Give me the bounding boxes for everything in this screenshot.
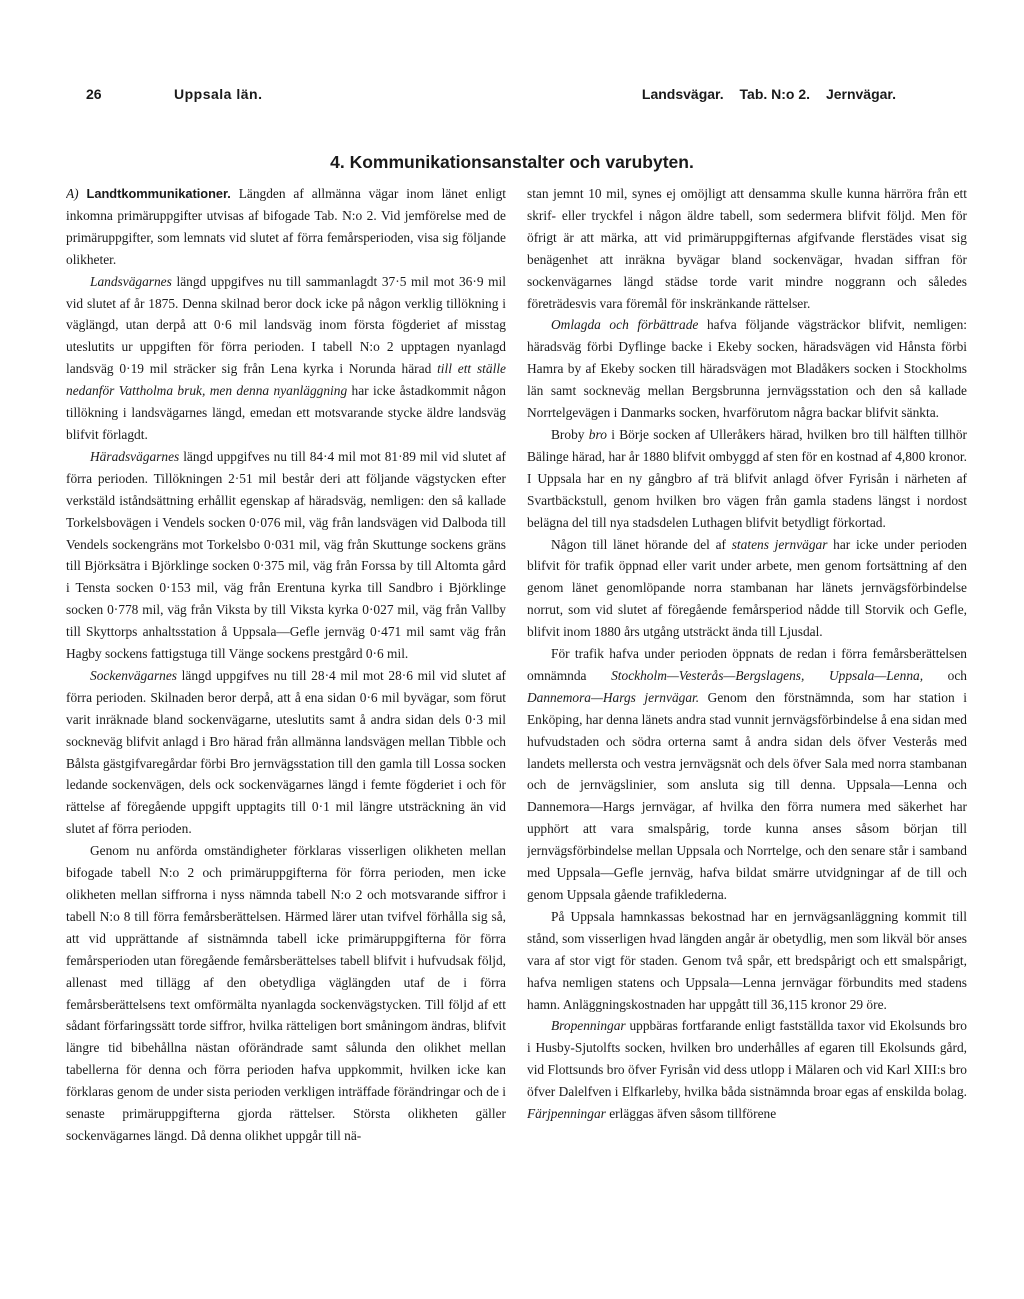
paragraph-enskilda-jernvagar: För trafik hafva under perioden öppnats de redan i förra femårsberättelsen omnämnda Stockholm—Vesterås—Bergslagens, Uppsala—Lenna, och Dannemora—Hargs jernvägar. Genom den förstnämnda, som har station i Enköping, har denna länets andra stad vunnit jernvägsförbindelse å ena sidan med hufvudstaden och södra orterna samt å andra sidan dels öfver Vesterås med landets mellersta och vestra jernvägsnät och dels öfver Sala med norra stambanan och de jernvägslinier, som ansluta sig till denna. Uppsala—Lenna och Dannemora—Hargs jernvägar, af hvilka den förra numera med säkerhet har upphört att vara smalspårig, torde kunna anses såsom början till jernvägsförbindelse mellan Uppsala och Norrtelge, och den senare står i samband med Uppsala—Gefle jernväg, hafva bildat smärre utvidgningar af de till och genom Uppsala gående trafiklederna. xyxy=(527,646,967,902)
header-table-ref: Tab. N:o 2. xyxy=(739,86,811,102)
paragraph-bropenningar: Bropenningar uppbäras fortfarande enligt fastställda taxor vid Ekolsunds bro i Husby-Sjutolfts socken, hvilken bro underhålles af egaren till Ekolsunds gård, vid Flottsunds bro öfver Fyrisån vid dess utlopp i Mälaren och vid Karl XIII:s bro öfver Dalelfven i Elfkarleby, hvilka båda sistnämnda broar egas af enskilda bolag. Färjpenningar erläggas äfven såsom tillförene xyxy=(527,1018,967,1122)
paragraph-hamnbana: På Uppsala hamnkassas bekostnad har en jernvägsanläggning kommit till stånd, som visserligen hvad längden angår är obetydlig, men som likväl bör anses vara af stor vigt för staden. Genom två spår, ett bredspårigt och ett smalspårigt, hafva nemligen statens och Uppsala—Lenna jernvägar förbundits med stadens hamn. Anläggningskostnaden har uppgått till 36,115 kronor 29 öre. xyxy=(527,908,967,1012)
paragraph-broar: Broby bro i Börje socken af Ulleråkers härad, hvilken bro till hälften tillhör Bälinge härad, har år 1880 blifvit ombyggd af sten för en kostnad af 4,800 kronor. I Uppsala har en ny gångbro af trä blifvit anlagd öfver Fyrisån i närheten af Svartbäckstull, genom hvilken bro vägen från gamla stadens längst i nordost belägna del till nya stadsdelen Luthagen blifvit betydligt förkortad. xyxy=(527,426,967,530)
paragraph-sockenvagar: Sockenvägarnes längd uppgifves nu till 28·4 mil mot 28·6 mil vid slutet af förra perioden. Skilnaden beror derpå, att å ena sidan 0·6 mil byvägar, som förut varit inräknade bland sockenvägarne, uteslutits samt å andra sidan dels 0·3 mil sockneväg blifvit anlagd i Bro härad från allmänna landsvägen mellan Tibble och Bålsta gästgifvaregårdar förbi Bro jernvägsstation till den gamla till Lossa socken ledande sockenvägen, dels ock sockenvägarnes längd i femte fögderiet i och för rättelse af föregående uppgift upptagits till 0·1 mil längre utsträckning än vid slutet af förra perioden. xyxy=(66,667,506,837)
left-column xyxy=(66,183,506,1273)
running-header xyxy=(86,86,896,110)
paragraph-landsvagar: Landsvägarnes längd uppgifves nu till sammanlagdt 37·5 mil mot 36·9 mil vid slutet af år 1875. Denna skilnad beror dock icke på någon verklig tillökning i väglängd, utan derpå att 0·6 mil landsväg inom första fögderiet af misstag uteslutits ur uppgiften för förra perioden. I tabell N:o 2 upptagen nyanlagd landsväg 0·19 mil sträcker sig från Lena kyrka i Norunda härad till ett ställe nedanför Vattholma bruk, men denna nyanläggning har icke åstadkommit någon tillökning i landsvägarnes längd, emedan ett motsvarande stycke äldre landsväg blifvit förlagdt. xyxy=(66,273,506,442)
page-number: 26 xyxy=(86,86,102,102)
running-header-right xyxy=(630,86,896,102)
paragraph-landtkommunikationer: A) Landtkommunikationer. Längden af allmänna vägar inom länet enligt inkomna primäruppgifter utvisas af bifogade Tab. N:o 2. Vid jemförelse med de primäruppgifter, som lemnats vid slutet af förra femårsperioden, visa sig följande olikheter. xyxy=(66,186,506,267)
header-topic: Jernvägar. xyxy=(825,86,896,102)
paragraph-statens-jernvagar: Någon till länet hörande del af statens jernvägar har icke under perioden blifvit för trafik öppnad eller varit under arbete, men genom fortsättning af den genom länet genomlöpande norra stambanan har länets jernvägsförbindelse norrut, som vid slutet af föregående femårsperiod nådde till Storvik och Gefle, blifvit inom 1880 års utgång utsträckt ända till Ljusdal. xyxy=(527,536,967,640)
paragraph-continuation: stan jemnt 10 mil, synes ej omöjligt att densamma skulle kunna härröra från ett skrif- eller tryckfel i någon äldre tabell, som sedermera blifvit följd. Men för öfrigt är att märka, att vid primäruppgifternas afgifvande flerstädes visat sig benägenhet att inräkna byvägar bland sockenvägar, hvadan siffran för sockenvägarnes längd städse torde varit mindre noggrann och således företrädesvis vara föremål för inskränkande rättelser. xyxy=(527,186,967,311)
header-section: Landsvägar. xyxy=(641,86,724,102)
paragraph-haradsvagar: Häradsvägarnes längd uppgifves nu till 84·4 mil mot 81·89 mil vid slutet af förra perioden. Tillökningen 2·51 mil består deri att följande vägstycken efter verkstäld iståndsättning erhållit egenskap af häradsväg, nemligen: den så kallade Torkelsbovägen i Vendels socken 0·076 mil, väg från landsvägen vid Dalboda till Vendels sockengräns mot Torkelsbo 0·031 mil, väg från Skuttunge sockens gräns till Björksätra i Björklinge socken 0·375 mil, väg från Forssa by till Altomta gård i Tensta socken 0·153 mil, väg från Erentuna kyrka till Sandbro i Björklinge socken 0·778 mil, väg från Viksta by till Viksta kyrka 0·027 mil, väg från Vallby till Skyttorps anhaltsstation å Uppsala—Gefle jernväg 0·471 mil samt väg från Hagby sockens fattigstuga till Vänge sockens prestgård 0·6 mil. xyxy=(66,448,506,662)
right-column xyxy=(527,183,967,1273)
subsection-heading: Landtkommunikationer. xyxy=(86,186,231,201)
paragraph-olikheter: Genom nu anförda omständigheter förklaras visserligen olikheten mellan bifogade tabell N:o 2 och primäruppgifterna för förra perioden, men icke olikheten mellan siffrorna i nyss nämnda tabell N:o 2 och motsvarande siffror i tabell N:o 8 till förra femårsberättelsen. Härmed lärer utan tvifvel förhålla sig så, att vid upprättande af sistnämnda tabell icke primäruppgifterna för förra femårsperioden utan föregående femårsberättelses tabell blifvit i hufvudsak följd, allenast med tillägg af den obetydliga väglängden utaf de i förra femårsberättelsens text omförmälta nyanlagda sockenvägstycken. Till följd af ett sådant förfaringssätt torde siffror, hvilka rätteligen bort småningom ändras, blifvit längre tid bibehållna nästan oförändrade samt sålunda den olikhet mellan tabellerna för denna och förra perioden hafva uppkommit, hvilken icke kan förklaras genom de under sista perioden verkligen inträffade förändringar och de i senaste primäruppgifterna gjorda rättelser. Största olikheten gäller sockenvägarnes längd. Då denna olikhet uppgår till nä- xyxy=(66,843,506,1143)
section-title: 4. Kommunikationsanstalter och varubyten. xyxy=(330,152,694,172)
paragraph-omlagda-vagar: Omlagda och förbättrade hafva följande vägsträckor blifvit, nemligen: häradsväg förbi Dyflinge backe i Ekeby socken, häradsvägen vid Hånsta förbi Hamra by af Ekeby socken till häradsvägen mot Bladåkers socken i Stockholms län samt sockneväg mellan Bergsbrunna jernvägsstation och den så kallade Norrtelgevägen i Danmarks socken, hvarförutom några backar blifvit sänkta. xyxy=(527,317,967,421)
region-title: Uppsala län. xyxy=(174,86,263,102)
section-label: A) xyxy=(66,186,79,201)
